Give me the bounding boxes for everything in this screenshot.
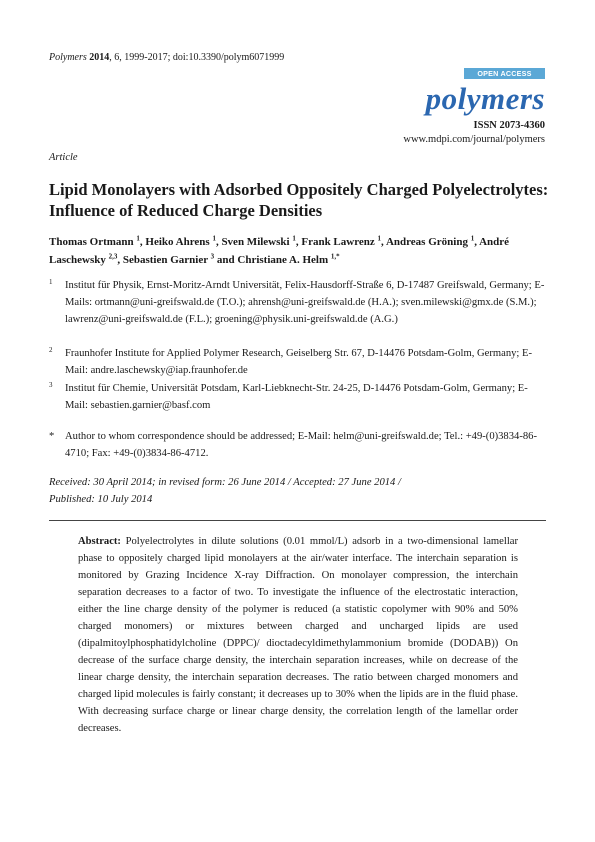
dates-received-accepted: Received: 30 April 2014; in revised form: 26 June 2014 / Accepted: 27 June 2014 / [49,477,401,488]
affiliation-number: 2 [49,346,53,354]
citation-journal: Polymers [49,52,87,63]
abstract [78,533,518,737]
journal-url[interactable]: www.mdpi.com/journal/polymers [403,134,545,145]
open-access-badge: OPEN ACCESS [464,68,545,79]
journal-logo: polymers [425,81,545,116]
citation-details: , 6, 1999-2017; doi:10.3390/polym6071999 [109,52,285,63]
affiliation-1 [49,277,549,328]
author-list: Thomas Ortmann $^1$, Heiko Ahrens $^1$, Sven Milewski $^1$, Frank Lawrenz $^1$, Andreas Gröning $^1$, André Laschewsky $^{2,3}$, Sebastien Garnier $^3$ and Christiane A. Helm $^{1,*}$ [49,234,510,266]
citation-line [49,52,284,63]
citation-year: 2014 [89,52,110,63]
abstract-text: Polyelectrolytes in dilute solutions (0.01 mmol/L) adsorb in a two-dimensional lamellar phase to oppositely charged lipid monolayers at the air/water interface. The interchain separation is monitored by Grazing Incidence X-ray Diffraction. On monolayer compression, the interchain separation decreases to a factor of two. To investigate the influence of the electrostatic interaction, either the line charge density of the polymer is reduced (a statistic copolymer with 90% and 50% charged monomers) or mixtures between charged and uncharged lipids are used (dipalmitoylphosphatidylcholine (DPPC)/ dioctadecyldimethylammonium bromide (DODAB)) On decrease of the surface charge density, the interchain separation increases, while on decrease of the linear charge density, the interchain separation decreases. The ratio between charged monomers and charged lipid molecules is fairly constant; it decreases up to 30% when the lipids are in the fluid phase. With decreasing surface charge or linear charge density, the correlation length of the lamellar order decreases. [78,536,518,734]
correspondence-text: Author to whom correspondence should be addressed; E-Mail: helm@uni-greifswald.de; Tel.: +49-(0)3834-86-4710; Fax: +49-(0)3834-86-4712. [65,431,537,459]
author-affiliation-mark: 1,* [330,252,340,261]
author-name: Christiane A. Helm [237,254,331,266]
author-affiliation-mark: 2,3 [108,252,118,261]
author-name: Andreas Gröning [385,236,471,248]
affiliation-number: 1 [49,278,53,286]
author-affiliation-mark: 1 [377,234,382,243]
author-affiliation-mark: 3 [210,252,215,261]
author-affiliation-mark: 1 [212,234,216,243]
article-title: Lipid Monolayers with Adsorbed Oppositely Charged Polyelectrolytes: Influence of Reduced Charge Densities [49,180,549,220]
correspondence-star: * [49,431,55,442]
article-type: Article [49,152,78,163]
affiliation-text: Institut für Chemie, Universität Potsdam, Karl-Liebknecht-Str. 24-25, D-14476 Potsdam-Golm, Germany; E-Mail: sebastien.garnier@basf.com [65,383,528,411]
issn: ISSN 2073-4360 [473,120,545,131]
author-affiliation-mark: 1 [292,234,296,243]
affiliation-text: Institut für Physik, Ernst-Moritz-Arndt Universität, Felix-Hausdorff-Straße 6, D-17487 Greifswald, Germany; E-Mails: ortmann@uni-greifswald.de (T.O.); ahrensh@uni-greifswald.de (H.A.); sven.milewski@gmx.de (S.M.); lawrenz@uni-greifswald.de (F.L.); groening@physik.uni-greifswald.de (A.G.) [65,280,545,325]
correspondence-note [49,428,549,462]
author-name: Thomas Ortmann [49,236,137,248]
affiliation-number: 3 [49,381,53,389]
author-affiliation-mark: 1 [470,234,475,243]
author-name: Sven Milewski [221,236,293,248]
affiliation-text: Fraunhofer Institute for Applied Polymer Research, Geiselberg Str. 67, D-14476 Potsdam-Golm, Germany; E-Mail: andre.laschewsky@iap.fraunhofer.de [65,348,533,376]
author-name: Sebastien Garnier [122,254,211,266]
publication-dates [49,474,549,508]
affiliation-2 [49,345,549,379]
author-name: Heiko Ahrens [145,236,213,248]
dates-published: Published: 10 July 2014 [49,494,153,505]
author-affiliation-mark: 1 [136,234,140,243]
abstract-label: Abstract: [78,536,121,547]
affiliation-3 [49,380,549,414]
divider [49,520,546,521]
author-name: Frank Lawrenz [301,236,378,248]
author-name: André Laschewsky [49,236,510,266]
